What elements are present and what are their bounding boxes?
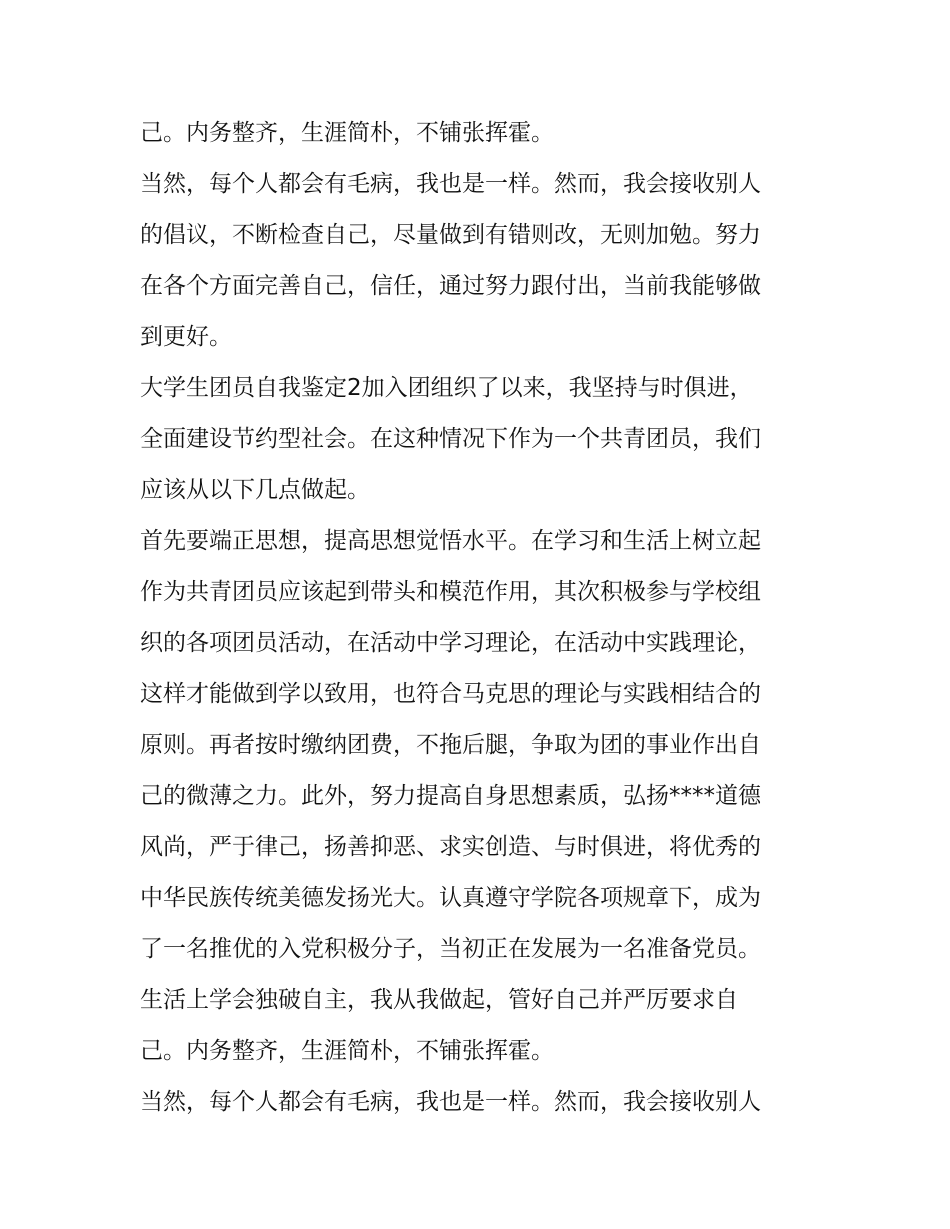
text-line: 作为共青团员应该起到带头和模范作用，其次积极参与学校组 (140, 579, 761, 605)
text-line: 全面建设节约型社会。在这种情况下作为一个共青团员，我们 (140, 426, 761, 452)
text-line: 首先要端正思想，提高思想觉悟水平。在学习和生活上树立起 (140, 528, 761, 554)
text-line: 中华民族传统美德发扬光大。认真遵守学院各项规章下，成为 (140, 885, 761, 911)
text-line: 己的微薄之力。此外，努力提高自身思想素质，弘扬****道德 (140, 783, 761, 809)
text-line: 原则。再者按时缴纳团费，不拖后腿，争取为团的事业作出自 (140, 732, 761, 758)
text-line: 己。内务整齐，生涯简朴，不铺张挥霍。 (140, 120, 554, 146)
text-line: 了一名推优的入党积极分子，当初正在发展为一名准备党员。 (140, 936, 761, 962)
text-line: 风尚，严于律己，扬善抑恶、求实创造、与时俱进，将优秀的 (140, 834, 761, 860)
text-line: 己。内务整齐，生涯简朴，不铺张挥霍。 (140, 1038, 554, 1064)
body-text (140, 108, 820, 1128)
text-line: 这样才能做到学以致用，也符合马克思的理论与实践相结合的 (140, 681, 761, 707)
text-line: 的倡议，不断检查自己，尽量做到有错则改，无则加勉。努力 (140, 222, 761, 248)
text-line: 大学生团员自我鉴定2加入团组织了以来，我坚持与时俱进， (140, 375, 753, 401)
text-line: 到更好。 (140, 324, 232, 350)
text-line: 生活上学会独破自主，我从我做起，管好自己并严厉要求自 (140, 987, 738, 1013)
text-line: 当然，每个人都会有毛病，我也是一样。然而，我会接收别人 (140, 171, 761, 197)
text-line: 应该从以下几点做起。 (140, 477, 370, 503)
text-line: 当然，每个人都会有毛病，我也是一样。然而，我会接收别人 (140, 1089, 761, 1115)
text-line: 在各个方面完善自己，信任，通过努力跟付出，当前我能够做 (140, 273, 761, 299)
text-line: 织的各项团员活动，在活动中学习理论，在活动中实践理论， (140, 630, 761, 656)
